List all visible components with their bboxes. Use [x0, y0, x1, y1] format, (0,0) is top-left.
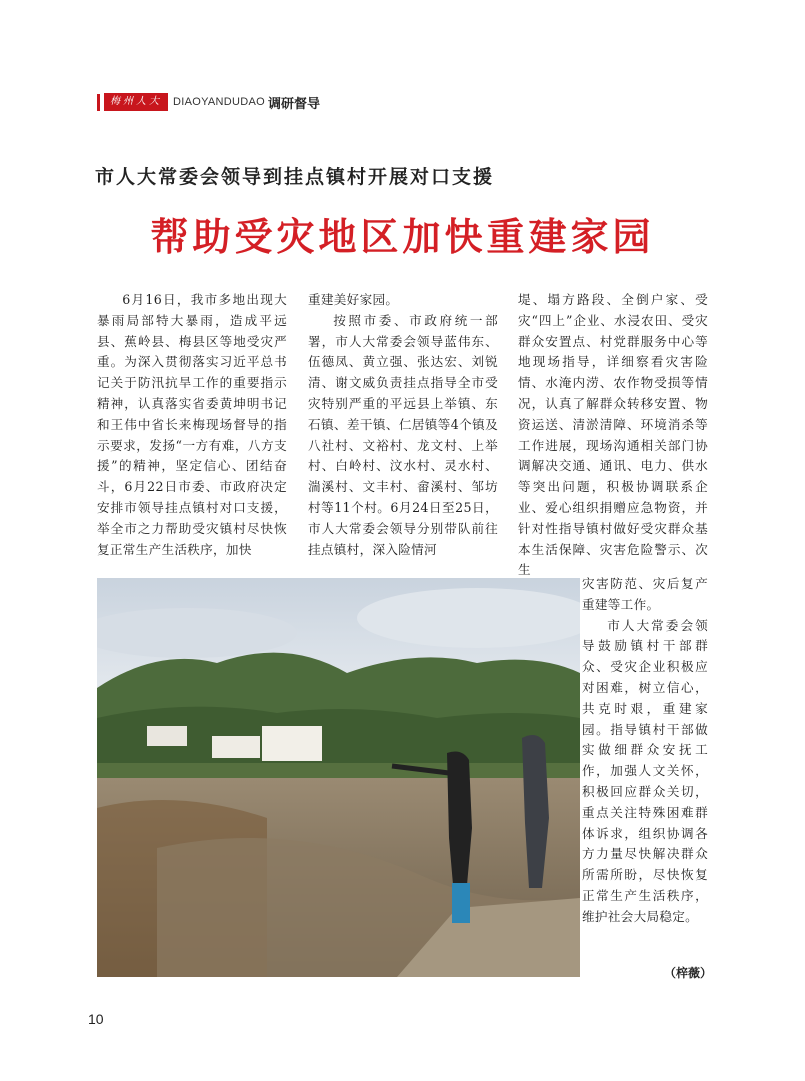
paragraph: 灾害防范、灾后复产重建等工作。 [582, 576, 708, 612]
paragraph: 重建美好家园。 [308, 292, 399, 307]
article-column-3 [518, 290, 708, 581]
section-pinyin: DIAOYANDUDAO [173, 96, 266, 108]
paragraph: 堤、塌方路段、全倒户家、受灾“四上”企业、水浸农田、受灾群众安置点、村党群服务中心等地现场指导，详细察看灾害险情、水淹内涝、农作物受损等情况，认真了解群众转移安置、物资运送、清淤清障、环境消杀等工作进展，现场沟通相关部门协调解决交通、通讯、电力、供水等突出问题，积极协调联系企业、爱心组织捐赠应急物资，并针对性指导镇村做好受灾群众基本生活保障、灾害危险警示、次生 [518, 292, 708, 578]
article-photo [97, 578, 580, 977]
house [212, 736, 260, 758]
article-column-1 [97, 290, 287, 560]
article-column-3-wrap [582, 574, 708, 928]
article-subtitle: 市人大常委会领导到挂点镇村开展对口支援 [95, 166, 495, 188]
rain-boots [452, 883, 470, 923]
page-number: 10 [88, 1011, 104, 1027]
house [147, 726, 187, 746]
author-credit: （梓薇） [664, 966, 713, 980]
paragraph: 6月16日，我市多地出现大暴雨局部特大暴雨，造成平远县、蕉岭县、梅县区等地受灾严重。为深入贯彻落实习近平总书记关于防汛抗旱工作的重要指示精神，认真落实省委黄坤明书记和王伟中省长来梅现场督导的指示要求，发扬“一方有难，八方支援”的精神，坚定信心、团结奋斗，6月22日市委、市政府决定安排市领导挂点镇村对口支援，举全市之力帮助受灾镇村尽快恢复正常生产生活秩序，加快 [97, 292, 287, 557]
magazine-header [97, 92, 320, 112]
house [262, 726, 322, 761]
paragraph: 市人大常委会领导鼓励镇村干部群众、受灾企业积极应对困难，树立信心，共克时艰，重建家园。指导镇村干部做实做细群众安抚工作，加强人文关怀，积极回应群众关切，重点关注特殊困难群体诉求，组织协调各方力量尽快解决群众所需所盼，尽快恢复正常生产生活秩序，维护社会大局稳定。 [582, 617, 708, 924]
header-bar [97, 94, 100, 111]
flood-field-photo [97, 578, 580, 977]
magazine-logo: 梅州人大 [104, 93, 168, 111]
section-name: 调研督导 [268, 96, 321, 112]
article-column-2 [308, 290, 498, 560]
paragraph: 按照市委、市政府统一部署，市人大常委会领导蓝伟东、伍德凤、黄立强、张达宏、刘锐清、谢文威负责挂点指导全市受灾特别严重的平远县上举镇、东石镇、差干镇、仁居镇等4个镇及八社村、文裕村、龙文村、上举村、白岭村、汶水村、灵水村、湍溪村、文丰村、畲溪村、邹坊村等11个村。6月24日至25日，市人大常委会领导分别带队前往挂点镇村，深入险情河 [308, 312, 498, 557]
article-title: 帮助受灾地区加快重建家园 [150, 215, 655, 259]
